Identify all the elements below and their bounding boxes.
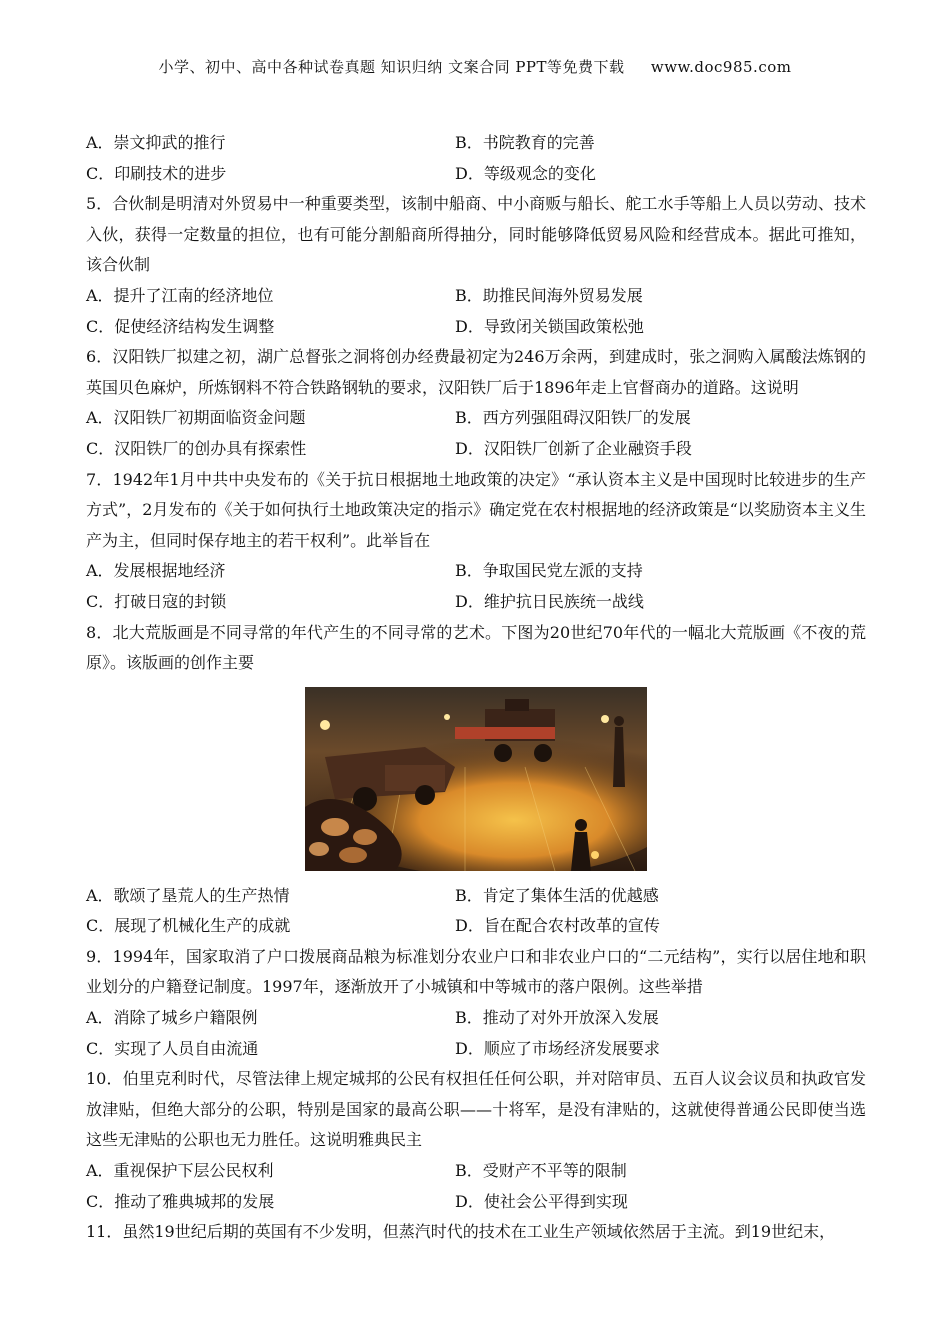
q5-stem: 5．合伙制是明清对外贸易中一种重要类型，该制中船商、中小商贩与船长、舵工水手等船上人员以劳动、技术入伙，获得一定数量的担位，也有可能分割船商所得抽分，同时能够降低贸易风险和经营成本。据此可推知，该合伙制 (86, 194, 866, 275)
q5-options-row-1 (86, 281, 866, 312)
q7-option-a[interactable]: A．发展根据地经济 (86, 561, 226, 581)
q8-option-c[interactable]: C．展现了机械化生产的成就 (86, 916, 291, 936)
q5-option-c[interactable]: C．促使经济结构发生调整 (86, 316, 275, 336)
q10-stem: 10．伯里克利时代，尽管法律上规定城邦的公民有权担任任何公职，并对陪审员、五百人议会议员和执政官发放津贴，但绝大部分的公职，特别是国家的最高公职——十将军，是没有津贴的，这就使得普通公民即使当选这些无津贴的公职也无力胜任。这说明雅典民主 (86, 1069, 866, 1150)
q6-option-b[interactable]: B．西方列强阻碍汉阳铁厂的发展 (455, 408, 691, 428)
q9-option-d[interactable]: D．顺应了市场经济发展要求 (455, 1038, 660, 1058)
q7-option-d[interactable]: D．维护抗日民族统一战线 (455, 591, 644, 611)
q9-option-b[interactable]: B．推动了对外开放深入发展 (455, 1008, 659, 1028)
q10-options-row-1 (86, 1156, 866, 1187)
q8-stem: 8．北大荒版画是不同寻常的年代产生的不同寻常的艺术。下图为20世纪70年代的一幅北大荒版画《不夜的荒原》。该版画的创作主要 (86, 622, 866, 673)
q4-option-b[interactable]: B．书院教育的完善 (455, 133, 595, 152)
header-text: 小学、初中、高中各种试卷真题 知识归纳 文案合同 PPT等免费下载 (158, 58, 625, 76)
q8-figure (86, 687, 866, 871)
q4-options-row-1 (86, 128, 866, 159)
q10-option-d[interactable]: D．使社会公平得到实现 (455, 1191, 628, 1211)
q8-option-d[interactable]: D．旨在配合农村改革的宣传 (455, 916, 660, 936)
q9-options-row-2 (86, 1034, 866, 1065)
q6-options-row-1 (86, 403, 866, 434)
q5-option-d[interactable]: D．导致闭关锁国政策松弛 (455, 316, 644, 336)
q6-option-a[interactable]: A．汉阳铁厂初期面临资金问题 (86, 408, 306, 428)
q5-option-b[interactable]: B．助推民间海外贸易发展 (455, 285, 643, 305)
q4-option-a[interactable]: A．崇文抑武的推行 (86, 133, 226, 152)
q8-option-a[interactable]: A．歌颂了垦荒人的生产热情 (86, 885, 290, 905)
q6-option-c[interactable]: C．汉阳铁厂的创办具有探索性 (86, 438, 307, 458)
q9-option-a[interactable]: A．消除了城乡户籍限例 (86, 1008, 258, 1028)
q10-option-c[interactable]: C．推动了雅典城邦的发展 (86, 1191, 275, 1211)
q7-stem: 7．1942年1月中共中央发布的《关于抗日根据地土地政策的决定》“承认资本主义是中国现时比较进步的生产方式”，2月发布的《关于如何执行土地政策决定的指示》确定党在农村根据地的经济政策是“以奖励资本主义生产为主，但同时保存地主的若干权利”。此举旨在 (86, 469, 866, 550)
q9-options-row-1 (86, 1003, 866, 1034)
q7-options-row-1 (86, 556, 866, 587)
q8-options-row-1 (86, 881, 866, 912)
q5-option-a[interactable]: A．提升了江南的经济地位 (86, 285, 274, 305)
q10-option-a[interactable]: A．重视保护下层公民权利 (86, 1161, 274, 1181)
q8-options-row-2 (86, 911, 866, 942)
q4-options-row-2 (86, 159, 866, 190)
woodcut-print-image (305, 687, 647, 871)
header-url: www.doc985.com (650, 58, 792, 76)
q9-option-c[interactable]: C．实现了人员自由流通 (86, 1038, 259, 1058)
q6-stem: 6．汉阳铁厂拟建之初，湖广总督张之洞将创办经费最初定为246万余两，到建成时，张之洞购入属酸法炼钢的英国贝色麻炉，所炼钢料不符合铁路钢轨的要求，汉阳铁厂后于1896年走上官督商办的道路。这说明 (86, 347, 866, 397)
q8-option-b[interactable]: B．肯定了集体生活的优越感 (455, 885, 659, 905)
exam-content (86, 128, 866, 1248)
q4-option-d[interactable]: D．等级观念的变化 (455, 163, 596, 183)
q7-option-c[interactable]: C．打破日寇的封锁 (86, 591, 227, 611)
q11-stem: 11．虽然19世纪后期的英国有不少发明，但蒸汽时代的技术在工业生产领域依然居于主流。到19世纪末， (86, 1222, 836, 1242)
q7-option-b[interactable]: B．争取国民党左派的支持 (455, 561, 643, 581)
q10-options-row-2 (86, 1187, 866, 1218)
q5-options-row-2 (86, 312, 866, 343)
q4-option-c[interactable]: C．印刷技术的进步 (86, 163, 227, 183)
q7-options-row-2 (86, 587, 866, 618)
q10-option-b[interactable]: B．受财产不平等的限制 (455, 1161, 627, 1181)
q9-stem: 9．1994年，国家取消了户口拨展商品粮为标准划分农业户口和非农业户口的“二元结构”，实行以居住地和职业划分的户籍登记制度。1997年，逐渐放开了小城镇和中等城市的落户限例。这些举措 (86, 946, 866, 997)
q6-option-d[interactable]: D．汉阳铁厂创新了企业融资手段 (455, 438, 692, 458)
q6-options-row-2 (86, 434, 866, 465)
page-header (0, 56, 950, 77)
